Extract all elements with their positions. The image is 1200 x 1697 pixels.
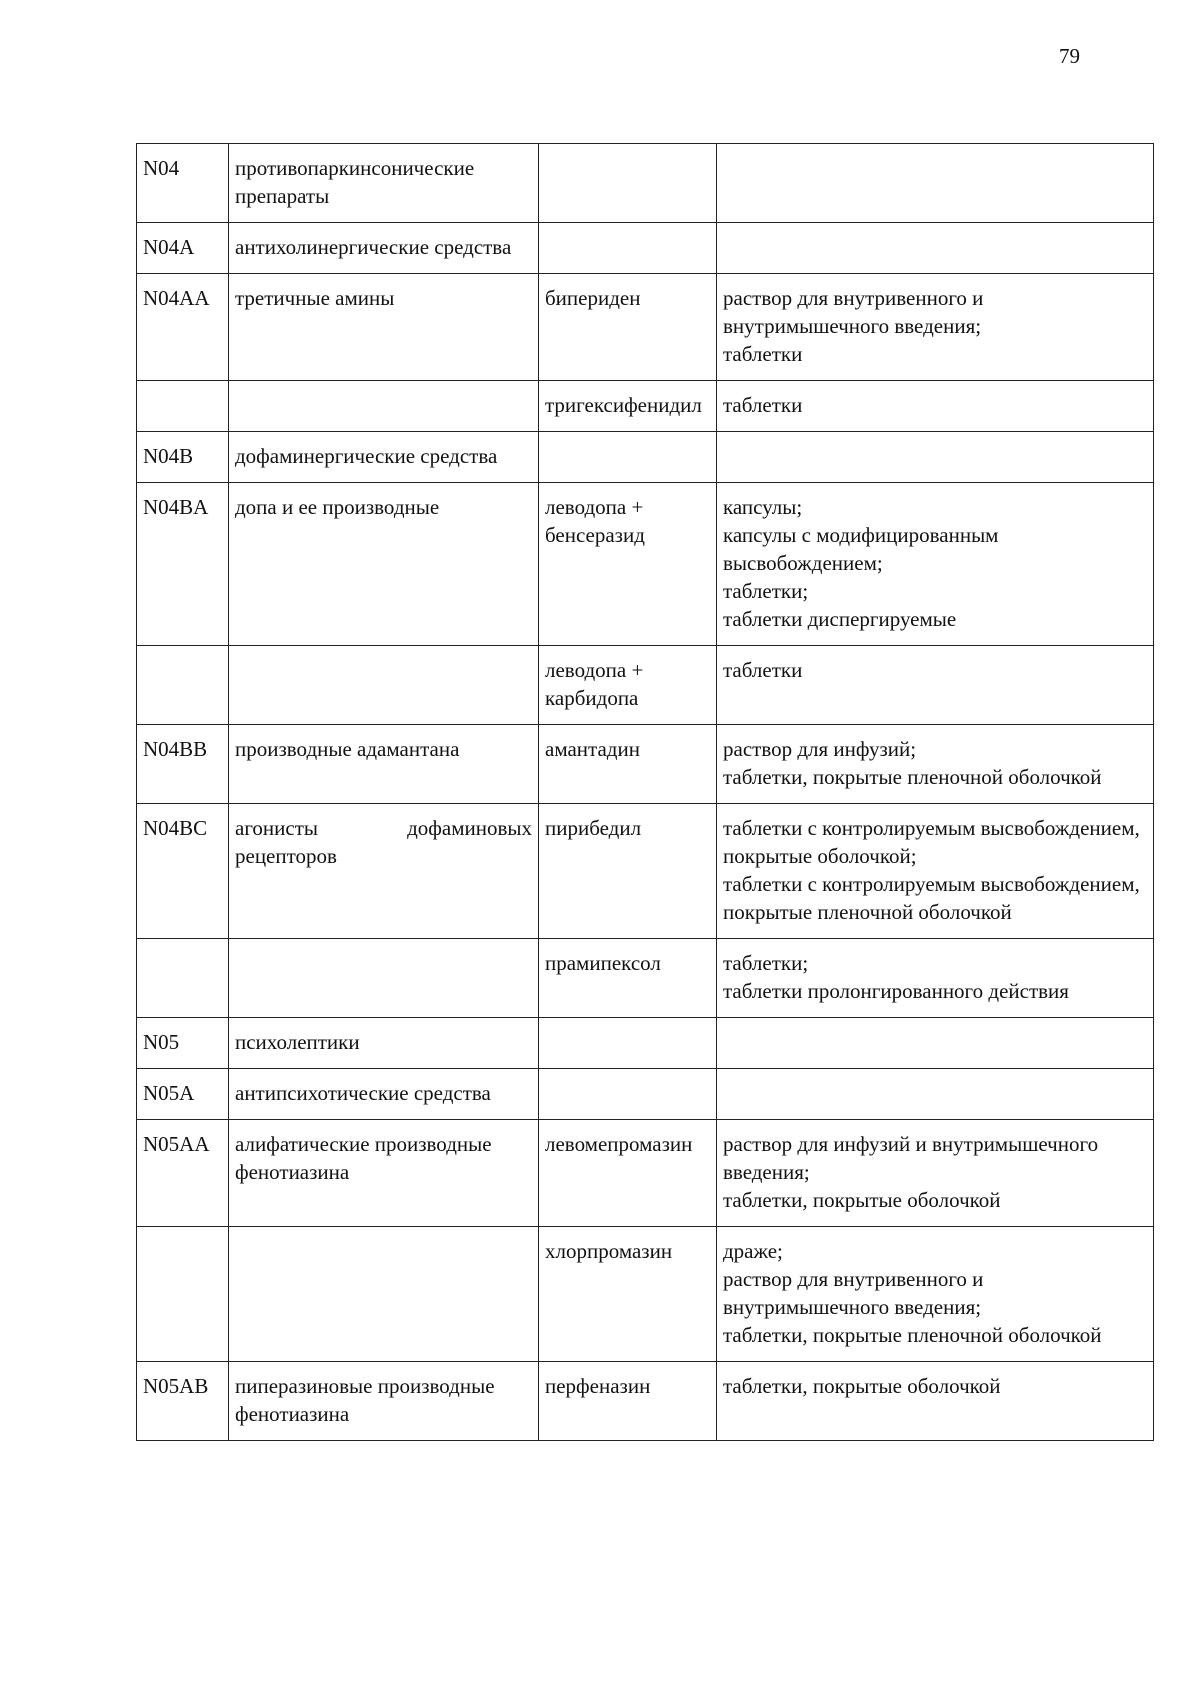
dosage-form: капсулы с модифицированным высвобождением; (723, 523, 999, 575)
atc-code-cell (137, 1227, 229, 1362)
group-name-cell: третичные амины (229, 274, 539, 381)
atc-code-cell: N04A (137, 223, 229, 274)
dosage-forms-cell (717, 1069, 1154, 1120)
page-number: 79 (1059, 44, 1080, 68)
group-name-cell: производные адамантана (229, 725, 539, 804)
drug-name-cell (539, 223, 717, 274)
drug-name-cell: пирибедил (539, 804, 717, 939)
dosage-forms-cell (717, 804, 1154, 939)
table-row (137, 1018, 1154, 1069)
dosage-form: таблетки, покрытые пленочной оболочкой (723, 765, 1102, 789)
dosage-form: раствор для инфузий и внутримышечного введения; (723, 1132, 1099, 1184)
table-row (137, 1069, 1154, 1120)
dosage-form: таблетки (723, 342, 803, 366)
dosage-forms-cell (717, 381, 1154, 432)
table-row (137, 1120, 1154, 1227)
dosage-forms-cell (717, 223, 1154, 274)
dosage-form: таблетки, покрытые пленочной оболочкой (723, 1323, 1102, 1347)
atc-code-cell: N04B (137, 432, 229, 483)
table-row (137, 646, 1154, 725)
drug-name-cell: тригексифенидил (539, 381, 717, 432)
dosage-forms-cell (717, 483, 1154, 646)
dosage-form: таблетки (723, 393, 803, 417)
atc-code-cell (137, 381, 229, 432)
dosage-form: таблетки с контролируемым высвобождением, покрытые оболочкой; (723, 816, 1140, 868)
dosage-form: таблетки диспергируемые (723, 607, 957, 631)
atc-code-cell: N05A (137, 1069, 229, 1120)
table-row (137, 432, 1154, 483)
table-row (137, 725, 1154, 804)
atc-code-cell (137, 646, 229, 725)
group-name-cell: психолептики (229, 1018, 539, 1069)
atc-code-cell: N05 (137, 1018, 229, 1069)
table-row (137, 223, 1154, 274)
group-name-cell (229, 381, 539, 432)
dosage-form: драже; (723, 1239, 783, 1263)
drug-name-cell (539, 1018, 717, 1069)
drug-classification-table (136, 143, 1154, 1441)
dosage-form: таблетки; (723, 951, 809, 975)
drug-name-cell (539, 1069, 717, 1120)
dosage-form: капсулы; (723, 495, 803, 519)
table-row (137, 144, 1154, 223)
table-row (137, 483, 1154, 646)
group-name-cell: пиперазиновые производные фенотиазина (229, 1362, 539, 1441)
dosage-form: таблетки с контролируемым высвобождением, покрытые пленочной оболочкой (723, 872, 1140, 924)
drug-name-cell: амантадин (539, 725, 717, 804)
atc-code-cell: N04BC (137, 804, 229, 939)
group-name-cell: агонисты дофаминовых рецепторов (229, 804, 539, 939)
table-row (137, 1227, 1154, 1362)
table-row (137, 381, 1154, 432)
group-name-cell: допа и ее производные (229, 483, 539, 646)
table-body (137, 144, 1154, 1441)
drug-name-cell: прамипексол (539, 939, 717, 1018)
dosage-forms-cell (717, 432, 1154, 483)
table-row (137, 274, 1154, 381)
dosage-forms-cell (717, 646, 1154, 725)
group-name-cell (229, 646, 539, 725)
group-name-cell: антихолинергические средства (229, 223, 539, 274)
dosage-forms-cell (717, 144, 1154, 223)
drug-name-cell: хлорпромазин (539, 1227, 717, 1362)
table-row (137, 1362, 1154, 1441)
group-name-cell: антипсихотические средства (229, 1069, 539, 1120)
dosage-form: таблетки пролонгированного действия (723, 979, 1069, 1003)
group-name-cell (229, 939, 539, 1018)
drug-name-cell (539, 432, 717, 483)
drug-name-cell: перфеназин (539, 1362, 717, 1441)
atc-code-cell: N05AA (137, 1120, 229, 1227)
group-name-cell: алифатические производные фенотиазина (229, 1120, 539, 1227)
dosage-form: раствор для внутривенного и внутримышечного введения; (723, 286, 984, 338)
drug-name-cell: бипериден (539, 274, 717, 381)
dosage-forms-cell (717, 939, 1154, 1018)
drug-name-cell (539, 144, 717, 223)
group-name-cell: дофаминергические средства (229, 432, 539, 483)
atc-code-cell: N04BA (137, 483, 229, 646)
atc-code-cell: N04AA (137, 274, 229, 381)
drug-name-cell: леводопа + карбидопа (539, 646, 717, 725)
atc-code-cell: N04 (137, 144, 229, 223)
dosage-form: таблетки (723, 658, 803, 682)
drug-name-cell: леводопа + бенсеразид (539, 483, 717, 646)
drug-name-cell: левомепромазин (539, 1120, 717, 1227)
dosage-form: раствор для внутривенного и внутримышечного введения; (723, 1267, 984, 1319)
atc-code-cell: N05AB (137, 1362, 229, 1441)
dosage-forms-cell (717, 1120, 1154, 1227)
dosage-forms-cell (717, 725, 1154, 804)
dosage-form: таблетки; (723, 579, 809, 603)
dosage-forms-cell (717, 274, 1154, 381)
atc-code-cell (137, 939, 229, 1018)
dosage-forms-cell (717, 1227, 1154, 1362)
dosage-forms-cell (717, 1362, 1154, 1441)
dosage-form: таблетки, покрытые оболочкой (723, 1188, 1001, 1212)
dosage-forms-cell (717, 1018, 1154, 1069)
group-name-cell (229, 1227, 539, 1362)
table-row (137, 804, 1154, 939)
atc-code-cell: N04BB (137, 725, 229, 804)
dosage-form: раствор для инфузий; (723, 737, 917, 761)
group-name-cell: противопаркинсонические препараты (229, 144, 539, 223)
table-row (137, 939, 1154, 1018)
dosage-form: таблетки, покрытые оболочкой (723, 1374, 1001, 1398)
